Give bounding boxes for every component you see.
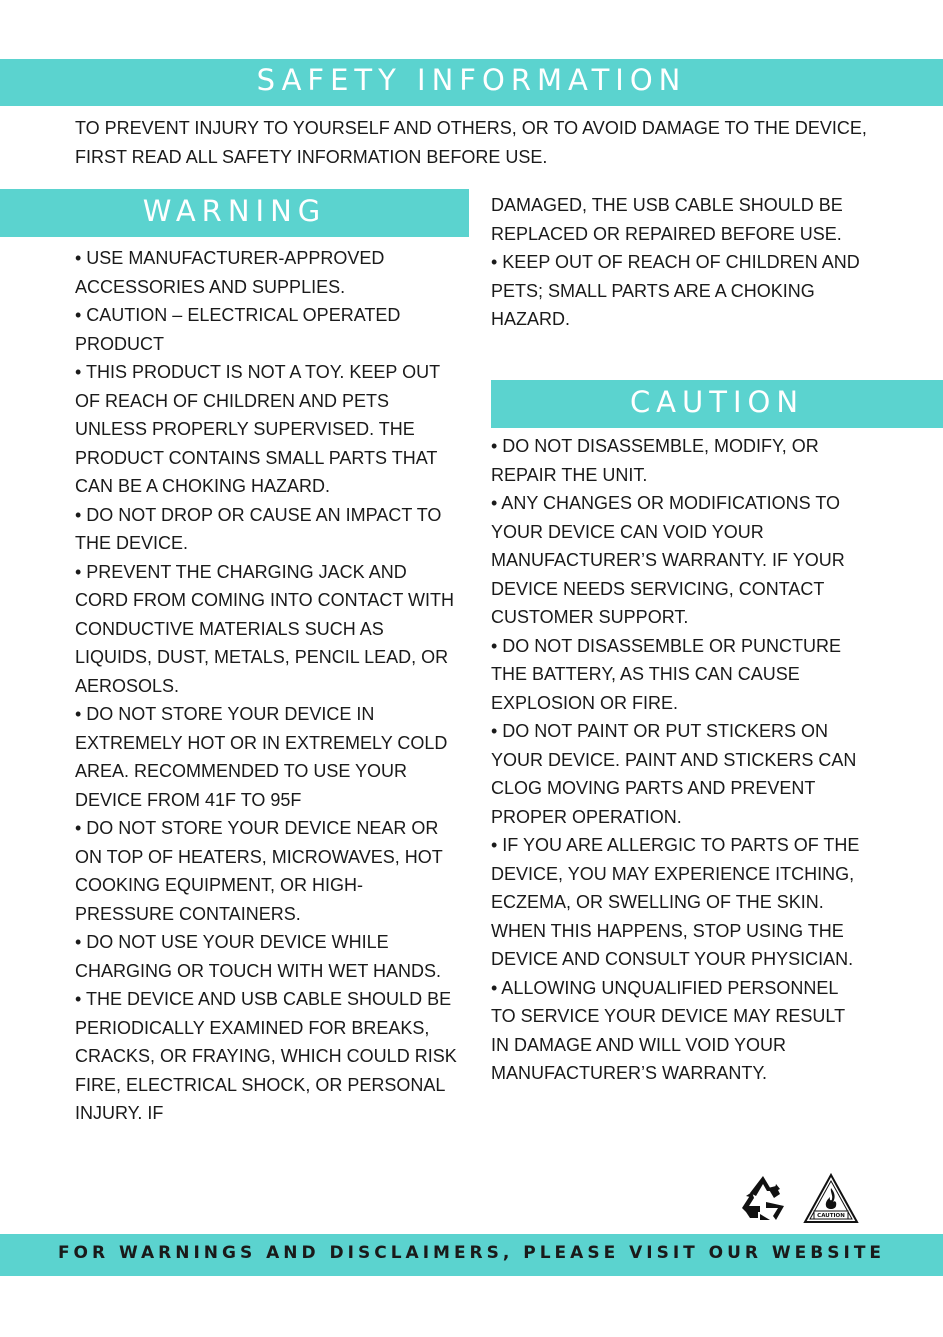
intro-text: TO PREVENT INJURY TO YOURSELF AND OTHERS, OR TO AVOID DAMAGE TO THE DEVICE, FIRST READ ALL SAFETY INFORMATION BEFORE USE. [75, 118, 867, 167]
footer-banner: FOR WARNINGS AND DISCLAIMERS, PLEASE VISIT OUR WEBSITE [0, 1234, 943, 1276]
warning-item: • DO NOT STORE YOUR DEVICE NEAR OR ON TOP OF HEATERS, MICROWAVES, HOT COOKING EQUIPMENT, OR HIGH-PRESSURE CONTAINERS. [75, 818, 443, 924]
warning-item: • DO NOT STORE YOUR DEVICE IN EXTREMELY HOT OR IN EXTREMELY COLD AREA. RECOMMENDED TO USE YOUR DEVICE FROM 41F TO 95F [75, 704, 448, 810]
page-title: SAFETY INFORMATION [0, 59, 943, 106]
warning-item: • DO NOT USE YOUR DEVICE WHILE CHARGING OR TOUCH WITH WET HANDS. [75, 932, 442, 981]
warning-item: • PREVENT THE CHARGING JACK AND CORD FROM COMING INTO CONTACT WITH CONDUCTIVE MATERIALS SUCH AS LIQUIDS, DUST, METALS, PENCIL LEAD, OR AEROSOLS. [75, 561, 454, 696]
warning-item: • THE DEVICE AND USB CABLE SHOULD BE PERIODICALLY EXAMINED FOR BREAKS, CRACKS, OR FRAYING, WHICH COULD RISK FIRE, ELECTRICAL SHOCK, OR PERSONAL INJURY. IF [75, 989, 457, 1123]
recycle-icon [736, 1172, 790, 1226]
caution-list [491, 432, 861, 1088]
caution-item: • DO NOT DISASSEMBLE OR PUNCTURE THE BATTERY, AS THIS CAN CAUSE EXPLOSION OR FIRE. [491, 635, 842, 713]
warning-list [75, 244, 460, 1128]
caution-item: • ALLOWING UNQUALIFIED PERSONNEL TO SERVICE YOUR DEVICE MAY RESULT IN DAMAGE AND WILL VOID YOUR MANUFACTURER’S WARRANTY. [491, 977, 845, 1083]
warning-list-continued [491, 191, 861, 334]
caution-item: • DO NOT PAINT OR PUT STICKERS ON YOUR DEVICE. PAINT AND STICKERS CAN CLOG MOVING PARTS AND PREVENT PROPER OPERATION. [491, 721, 857, 827]
warning-item: • CAUTION – ELECTRICAL OPERATED PRODUCT [75, 305, 401, 354]
caution-item: • ANY CHANGES OR MODIFICATIONS TO YOUR DEVICE CAN VOID YOUR MANUFACTURER’S WARRANTY. IF YOUR DEVICE NEEDS SERVICING, CONTACT CUSTOMER SUPPORT. [491, 493, 845, 627]
warning-item: • THIS PRODUCT IS NOT A TOY. KEEP OUT OF REACH OF CHILDREN AND PETS UNLESS PROPERLY SUPERVISED. THE PRODUCT CONTAINS SMALL PARTS THAT CAN BE A CHOKING HAZARD. [75, 362, 440, 496]
caution-item: • DO NOT DISASSEMBLE, MODIFY, OR REPAIR THE UNIT. [491, 436, 819, 485]
caution-item: • IF YOU ARE ALLERGIC TO PARTS OF THE DEVICE, YOU MAY EXPERIENCE ITCHING, ECZEMA, OR SWELLING OF THE SKIN. WHEN THIS HAPPENS, STOP USING THE DEVICE AND CONSULT YOUR PHYSICIAN. [491, 835, 860, 969]
warning-item: DAMAGED, THE USB CABLE SHOULD BE REPLACED OR REPAIRED BEFORE USE. [491, 195, 843, 244]
compliance-icons [736, 1172, 866, 1228]
caution-heading: CAUTION [491, 380, 943, 428]
caution-label: CAUTION [817, 1213, 845, 1219]
warning-heading: WARNING [0, 189, 469, 237]
warning-item: • USE MANUFACTURER-APPROVED ACCESSORIES AND SUPPLIES. [75, 248, 385, 297]
warning-item: • KEEP OUT OF REACH OF CHILDREN AND PETS; SMALL PARTS ARE A CHOKING HAZARD. [491, 252, 860, 329]
caution-icon [802, 1172, 860, 1226]
warning-item: • DO NOT DROP OR CAUSE AN IMPACT TO THE DEVICE. [75, 504, 442, 553]
